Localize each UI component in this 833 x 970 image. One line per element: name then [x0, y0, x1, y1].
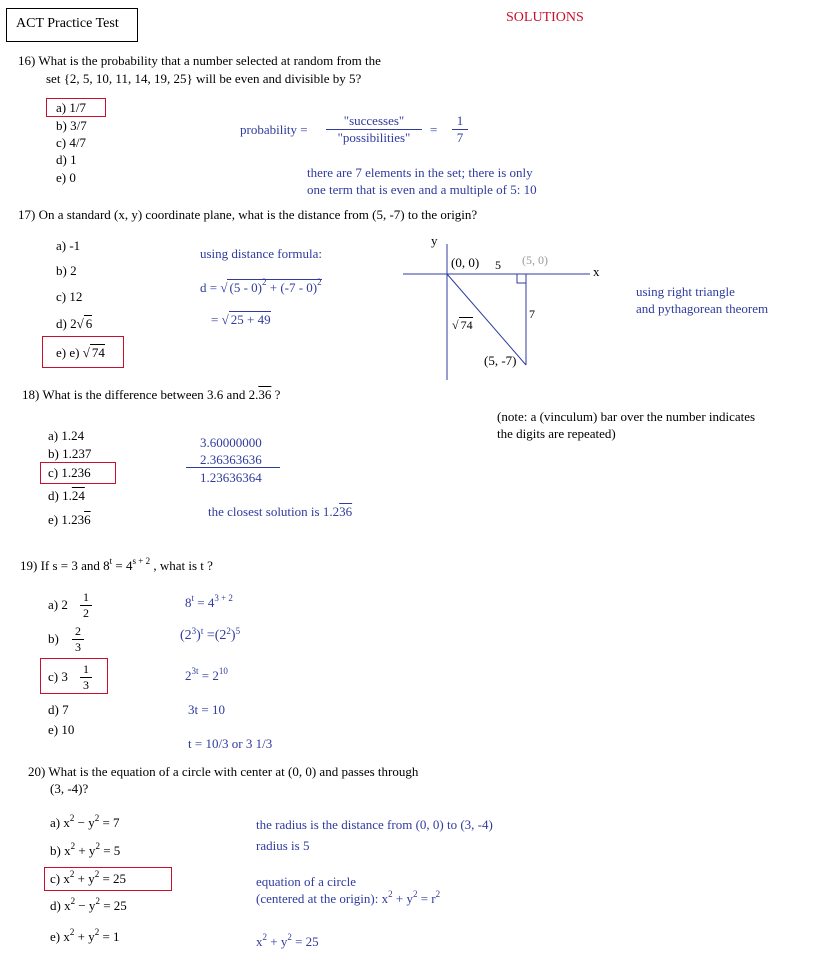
leg-seven-label: 7 [529, 307, 535, 321]
q18-choice-b: b) 1.237 [48, 446, 92, 461]
q19-question: 19) If s = 3 and $8^t = 4^{s + 2}$ , what is t ? [20, 556, 213, 573]
point-five-zero: (5, 0) [522, 253, 548, 267]
origin-label: (0, 0) [451, 255, 480, 270]
page-title: ACT Practice Test [16, 16, 119, 31]
q18-sub-line1: 3.60000000 [200, 435, 262, 450]
q19-a-fraction: 1 2 [80, 590, 92, 621]
q18-note-line2: the digits are repeated) [497, 426, 616, 441]
q17-choice-a: a) -1 [56, 238, 81, 253]
q17-choice-c: c) 12 [56, 289, 83, 304]
q20-final: $x^2 + y^2 = 25$ [256, 932, 319, 949]
q16-note-line2: one term that is even and a multiple of 5: 10 [307, 182, 537, 197]
q17-choice-b: b) 2 [56, 263, 77, 278]
q19-choice-a: a) 2 [48, 597, 68, 612]
q20-radius-line1: the radius is the distance from (0, 0) to (3, -4) [256, 817, 493, 832]
solutions-label: SOLUTIONS [506, 10, 584, 25]
q20-radius-line2: radius is 5 [256, 838, 310, 853]
q20-question-line1: 20) What is the equation of a circle with center at (0, 0) and passes through [28, 764, 419, 779]
q20-choice-a: a) $x^2 - y^2 = 7$ [50, 813, 120, 830]
q20-choice-e: e) $x^2 + y^2 = 1$ [50, 927, 120, 944]
q16-choice-d: d) 1 [56, 152, 77, 167]
right-angle-mark [517, 274, 526, 283]
q18-choice-c: c) 1.236 [48, 465, 91, 480]
denominator: 7 [456, 130, 464, 145]
q18-choice-d: d) 1.24 [48, 488, 85, 503]
q16-question-line1: 16) What is the probability that a number selected at random from the [18, 53, 381, 68]
q16-question-line2: set {2, 5, 10, 11, 14, 19, 25} will be even and divisible by 5? [46, 71, 362, 86]
q16-choice-e: e) 0 [56, 170, 76, 185]
q16-choice-b: b) 3/7 [56, 118, 87, 133]
q20-eq-line2: (centered at the origin): $x^2 + y^2 = r^2$ [256, 889, 441, 906]
axis-x-label: x [593, 264, 600, 279]
point-five-neg-seven: (5, -7) [484, 353, 517, 368]
q16-fraction-result [452, 113, 468, 146]
q20-choice-c: c) $x^2 + y^2 = 25$ [50, 869, 127, 886]
q17-distance-sum: = √ 25 + 49 [211, 312, 271, 327]
q19-step2: $(2^3)^t =(2^2)^5$ [180, 626, 241, 643]
q19-step3: $2^{3t} = 2^{10}$ [185, 666, 228, 683]
q18-sub-line3: 1.23636364 [200, 470, 262, 485]
successes: "successes" [343, 113, 405, 128]
q19-choice-c: c) 3 [48, 669, 68, 684]
q19-b-fraction: 2 3 [72, 624, 84, 655]
q20-eq-line1: equation of a circle [256, 874, 356, 889]
q17-e-radicand: 74 [91, 345, 105, 360]
leg-five-label: 5 [495, 258, 501, 272]
q16-choice-c: c) 4/7 [56, 135, 86, 150]
axis-y-label: y [431, 233, 438, 248]
q19-choice-e: e) 10 [48, 722, 75, 737]
q18-choice-a: a) 1.24 [48, 428, 85, 443]
q17-right-note1: using right triangle [636, 284, 735, 299]
q17-right-note2: and pythagorean theorem [636, 301, 769, 316]
q16-note-line1: there are 7 elements in the set; there is only [307, 165, 533, 180]
q17-question: 17) On a standard (x, y) coordinate plane, what is the distance from (5, -7) to the origin? [18, 207, 478, 222]
q16-fraction-words [326, 113, 422, 146]
q19-step5: t = 10/3 or 3 1/3 [188, 736, 273, 751]
q18-sub-line2: 2.36363636 [200, 452, 262, 467]
q16-equals: = [430, 122, 438, 137]
possibilities: "possibilities" [337, 130, 411, 145]
q19-choice-d: d) 7 [48, 702, 69, 717]
q17-choice-d: d) 2√ 6 [56, 316, 93, 331]
q19-c-fraction: 1 3 [80, 662, 92, 693]
q18-note-line1: (note: a (vinculum) bar over the number indicates [497, 409, 756, 424]
q18-question: 18) What is the difference between 3.6 and 2.36 ? [22, 387, 281, 402]
hypotenuse-label: √ 74 [452, 318, 473, 332]
q18-subtraction-line [186, 467, 280, 468]
q17-choice-e: e) e) √ 74 [56, 345, 105, 360]
q20-choice-d: d) $x^2 - y^2 = 25$ [50, 896, 127, 913]
q20-question-line2: (3, -4)? [50, 781, 89, 796]
q18-closest: the closest solution is 1.236 [208, 504, 353, 519]
q16-choice-a: a) 1/7 [56, 100, 86, 115]
q16-prob-label: probability = [240, 122, 308, 137]
q19-step4: 3t = 10 [188, 702, 225, 717]
q17-distance-formula: d = √ (5 - 0)$^2$ + (-7 - 0)$^2$ [200, 277, 322, 295]
q19-step1: $8^t = 4^{3 + 2}$ [185, 593, 233, 610]
q17-using-distance: using distance formula: [200, 246, 323, 261]
q19-choice-b: b) [48, 631, 59, 646]
q18-choice-e: e) 1.236 [48, 512, 91, 527]
numerator: 1 [456, 113, 464, 128]
q17-d-radicand: 6 [85, 316, 93, 331]
q20-choice-b: b) $x^2 + y^2 = 5$ [50, 841, 121, 858]
